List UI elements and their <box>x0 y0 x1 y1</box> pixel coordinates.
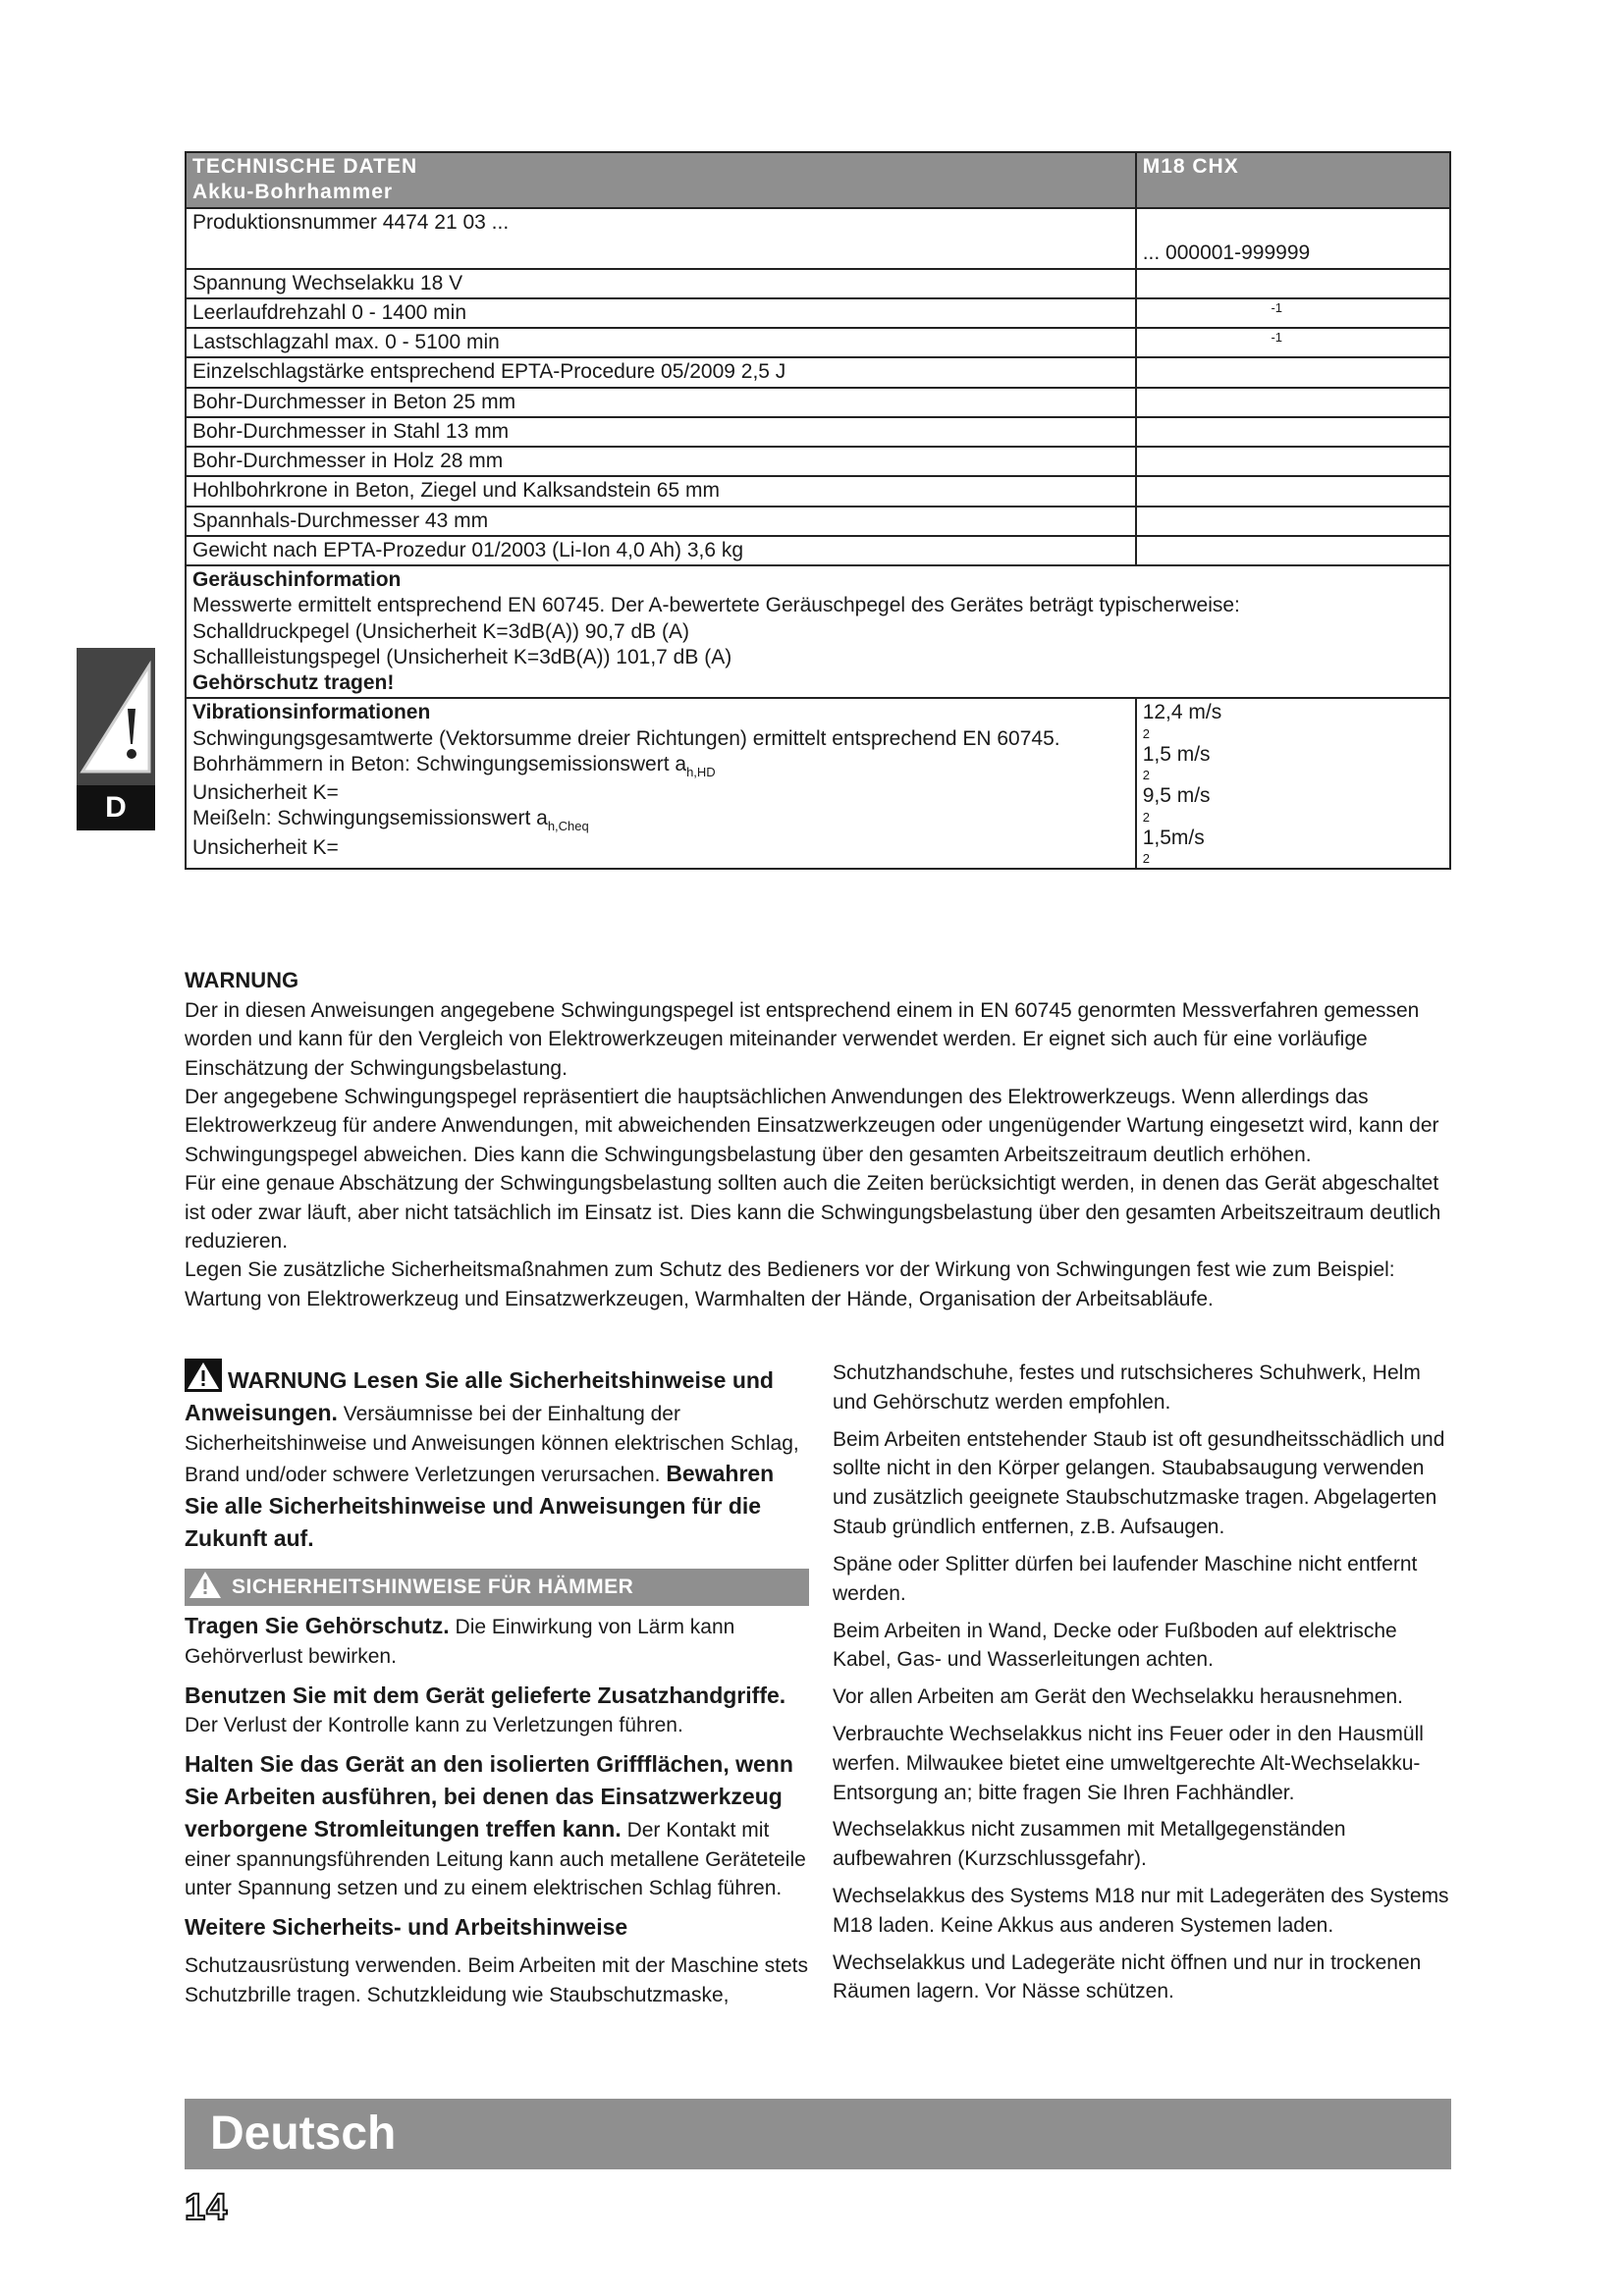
spec-row-value <box>1136 269 1450 298</box>
spec-row <box>186 298 1450 328</box>
spec-row <box>186 417 1450 447</box>
spec-row-label: Spannung Wechselakku 18 V <box>186 269 1136 298</box>
safety-paragraph: Wechselakkus des Systems M18 nur mit Ladegeräten des Systems M18 laden. Keine Akkus aus anderen Systemen laden. <box>833 1885 1449 1937</box>
spec-row-label: Bohr-Durchmesser in Holz 28 mm <box>186 447 1136 476</box>
noise-title: Geräuschinformation <box>192 568 402 591</box>
spec-row-value: -1 <box>1136 328 1450 357</box>
language-footer-bar <box>185 2099 1451 2169</box>
vibration-info-cell <box>186 698 1136 869</box>
warning-triangle-icon <box>185 1359 222 1392</box>
safety-item: Weitere Sicherheits- und Arbeitshinweise <box>185 1914 628 1941</box>
spec-row <box>186 447 1450 476</box>
spec-row <box>186 507 1450 536</box>
spec-header-title: TECHNISCHE DATEN <box>192 155 418 178</box>
vibration-value-2: 1,5 m/s 2 <box>1142 742 1211 782</box>
spec-row-value <box>1136 507 1450 536</box>
warning-paragraph: Für eine genaue Abschätzung der Schwingungsbelastung sollten auch die Zeiten berücksichtigt werden, in denen das Gerät abgeschaltet ist oder zwar läuft, aber nicht tatsächlich im Einsatz ist. Dies kann die Schwingungsbelastung über den gesamten Arbeitszeitraum deutlich reduzieren. <box>185 1172 1441 1253</box>
noise-pressure: Schalldruckpegel (Unsicherheit K=3dB(A)) 90,7 dB (A) <box>192 619 689 643</box>
spec-row-value: -1 <box>1136 298 1450 328</box>
vibration-intro: Schwingungsgesamtwerte (Vektorsumme dreier Richtungen) ermittelt entsprechend EN 60745. <box>192 726 1060 750</box>
page-number: 14 <box>185 2187 229 2228</box>
spec-row-label: Bohr-Durchmesser in Stahl 13 mm <box>186 417 1136 447</box>
warning-paragraph: Der angegebene Schwingungspegel repräsentiert die hauptsächlichen Anwendungen des Elektrowerkzeugs. Wenn allerdings das Elektrowerkzeug für andere Anwendungen, mit abweichenden Einsatzwerkzeugen oder ungenügender Wartung eingesetzt wird, kann der Schwingungspegel abweichen. Dies kann die Schwingungsbelastung über den gesamten Arbeitszeitraum deutlich erhöhen. <box>185 1085 1439 1166</box>
spec-row <box>186 328 1450 357</box>
spec-row-label: Produktionsnummer 4474 21 03 ... <box>186 208 1136 269</box>
vibration-values-cell <box>1136 698 1450 869</box>
spec-row-label: Bohr-Durchmesser in Beton 25 mm <box>186 388 1136 417</box>
vibration-chisel-line <box>192 806 1129 834</box>
safety-item: Schutzausrüstung verwenden. Beim Arbeiten mit der Maschine stets Schutzbrille tragen. Schutzkleidung wie Staubschutzmaske, <box>185 1954 808 2006</box>
spec-row-label: Gewicht nach EPTA-Prozedur 01/2003 (Li-Ion 4,0 Ah) 3,6 kg <box>186 536 1136 565</box>
right-safety-column <box>833 1359 1451 2014</box>
vibration-value-4: 1,5m/s 2 <box>1142 826 1205 866</box>
safety-paragraph: Wechselakkus nicht zusammen mit Metallgegenständen aufbewahren (Kurzschlussgefahr). <box>833 1818 1346 1871</box>
spec-row-value <box>1136 388 1450 417</box>
spec-row-value: ... 000001-999999 <box>1136 208 1450 269</box>
warning-triangle-icon <box>77 648 155 785</box>
spec-row-label: Lastschlagzahl max. 0 - 5100 min <box>186 328 1136 357</box>
vibration-uncertainty-2: Unsicherheit K= <box>192 835 339 859</box>
noise-info-row <box>186 565 1450 698</box>
vibration-chisel-label: Meißeln: Schwingungsemissionswert a <box>192 807 548 830</box>
noise-power: Schallleistungspegel (Unsicherheit K=3dB(A)) 101,7 dB (A) <box>192 645 732 668</box>
warning-triangle-icon <box>189 1570 222 1599</box>
language-side-tab <box>77 648 155 830</box>
safety-paragraph: Beim Arbeiten in Wand, Decke oder Fußboden auf elektrische Kabel, Gas- und Wasserleitungen achten. <box>833 1619 1397 1672</box>
safety-paragraph: Späne oder Splitter dürfen bei laufender Maschine nicht entfernt werden. <box>833 1552 1418 1605</box>
warning-paragraph: Der in diesen Anweisungen angegebene Schwingungspegel ist entsprechend einem in EN 60745 genormten Messverfahren gemessen worden und kann für den Vergleich von Elektrowerkzeugen miteinander verwendet werden. Er eignet sich auch für eine vorläufige Einschätzung der Schwingungsbelastung. <box>185 998 1420 1080</box>
vibration-chisel-subscript: h,Cheq <box>547 819 589 834</box>
safety-paragraph: Vor allen Arbeiten am Gerät den Wechselakku herausnehmen. <box>833 1685 1403 1709</box>
warning-paragraph: Legen Sie zusätzliche Sicherheitsmaßnahmen zum Schutz des Bedieners vor der Wirkung von Schwingungen fest wie zum Beispiel: Wartung von Elektrowerkzeug und Einsatzwerkzeugen, Warmhalten der Hände, Organisation der Arbeitsabläufe. <box>185 1258 1395 1310</box>
vibration-drill-subscript: h,HD <box>686 764 716 779</box>
vibration-warning-section <box>185 966 1451 1313</box>
footer-language: Deutsch <box>210 2108 397 2160</box>
spec-row-value <box>1136 476 1450 506</box>
safety-item: Halten Sie das Gerät an den isolierten Griffflächen, wenn Sie Arbeiten ausführen, bei denen das Einsatzwerkzeug verborgene Stromleitungen treffen kann. Der Kontakt mit einer spannungsführenden Leitung kann auch metallene Geräteteile unter Spannung setzen und zu einem elektrischen Schlag führen. <box>185 1751 806 1900</box>
spec-header-model: M18 CHX <box>1136 152 1450 208</box>
spec-row <box>186 269 1450 298</box>
spec-row-value <box>1136 536 1450 565</box>
spec-row-label: Spannhals-Durchmesser 43 mm <box>186 507 1136 536</box>
spec-row <box>186 476 1450 506</box>
general-warning-tail: Bewahren Sie alle Sicherheitshinweise und Anweisungen für die Zukunft auf. <box>185 1461 775 1552</box>
general-warning-lead: WARNUNG Lesen Sie alle Sicherheitshinweise und Anweisungen. <box>185 1367 774 1425</box>
safety-paragraph: Beim Arbeiten entstehender Staub ist oft gesundheitsschädlich und sollte nicht in den Körper gelangen. Staubabsaugung verwenden und zusätzlich geeignete Staubschutzmaske tragen. Abgelagerten Staub gründlich entfernen, z.B. Aufsaugen. <box>833 1427 1445 1539</box>
left-safety-column <box>185 1359 809 2018</box>
safety-paragraph: Wechselakkus und Ladegeräte nicht öffnen und nur in trockenen Räumen lagern. Vor Nässe schützen. <box>833 1950 1422 2003</box>
spec-row <box>186 208 1450 269</box>
spec-row <box>186 357 1450 387</box>
spec-row-value <box>1136 447 1450 476</box>
language-letter: D <box>77 785 155 830</box>
spec-table <box>185 151 1451 870</box>
safety-item: Tragen Sie Gehörschutz. Die Einwirkung von Lärm kann Gehörverlust bewirken. <box>185 1612 735 1668</box>
vibration-uncertainty-1: Unsicherheit K= <box>192 781 339 804</box>
spec-row-value <box>1136 417 1450 447</box>
general-warning-body: Versäumnisse bei der Einhaltung der Sicherheitshinweise und Anweisungen können elektrischen Schlag, Brand und/oder schwere Verletzungen verursachen. <box>185 1402 799 1487</box>
vibration-value-1: 12,4 m/s 2 <box>1142 701 1222 741</box>
spec-row <box>186 536 1450 565</box>
vibration-drill-label: Bohrhämmern in Beton: Schwingungsemissionswert a <box>192 752 687 775</box>
safety-paragraph: Schutzhandschuhe, festes und rutschsicheres Schuhwerk, Helm und Gehörschutz werden empfohlen. <box>833 1362 1421 1414</box>
noise-intro: Messwerte ermittelt entsprechend EN 60745. Der A-bewertete Geräuschpegel des Gerätes beträgt typischerweise: <box>192 594 1240 617</box>
spec-row-label: Hohlbohrkrone in Beton, Ziegel und Kalksandstein 65 mm <box>186 476 1136 506</box>
noise-wear-protection: Gehörschutz tragen! <box>192 671 395 694</box>
safety-paragraph: Verbrauchte Wechselakkus nicht ins Feuer oder in den Hausmüll werfen. Milwaukee bietet eine umweltgerechte Alt-Wechselakku-Entsorgung an; bitte fragen Sie Ihren Fachhändler. <box>833 1722 1424 1804</box>
spec-row-value <box>1136 357 1450 387</box>
vibration-drill-line <box>192 752 1129 780</box>
spec-header-subtitle: Akku-Bohrhammer <box>192 181 394 204</box>
spec-header-title-cell <box>186 152 1136 208</box>
spec-row-label: Einzelschlagstärke entsprechend EPTA-Procedure 05/2009 2,5 J <box>186 357 1136 387</box>
warning-heading: WARNUNG <box>185 968 299 992</box>
spec-row <box>186 388 1450 417</box>
safety-item: Benutzen Sie mit dem Gerät gelieferte Zusatzhandgriffe. Der Verlust der Kontrolle kann zu Verletzungen führen. <box>185 1682 786 1737</box>
spec-row-label: Leerlaufdrehzahl 0 - 1400 min <box>186 298 1136 328</box>
vibration-value-3: 9,5 m/s 2 <box>1142 784 1211 825</box>
vibration-title: Vibrationsinformationen <box>192 701 431 724</box>
hammer-safety-banner-label: SICHERHEITSHINWEISE FÜR HÄMMER <box>232 1575 634 1598</box>
spec-header-row <box>186 152 1450 208</box>
general-warning-paragraph <box>185 1359 809 1555</box>
vibration-info-row <box>186 698 1450 869</box>
hammer-safety-banner <box>185 1569 809 1606</box>
noise-info-cell <box>186 565 1450 698</box>
